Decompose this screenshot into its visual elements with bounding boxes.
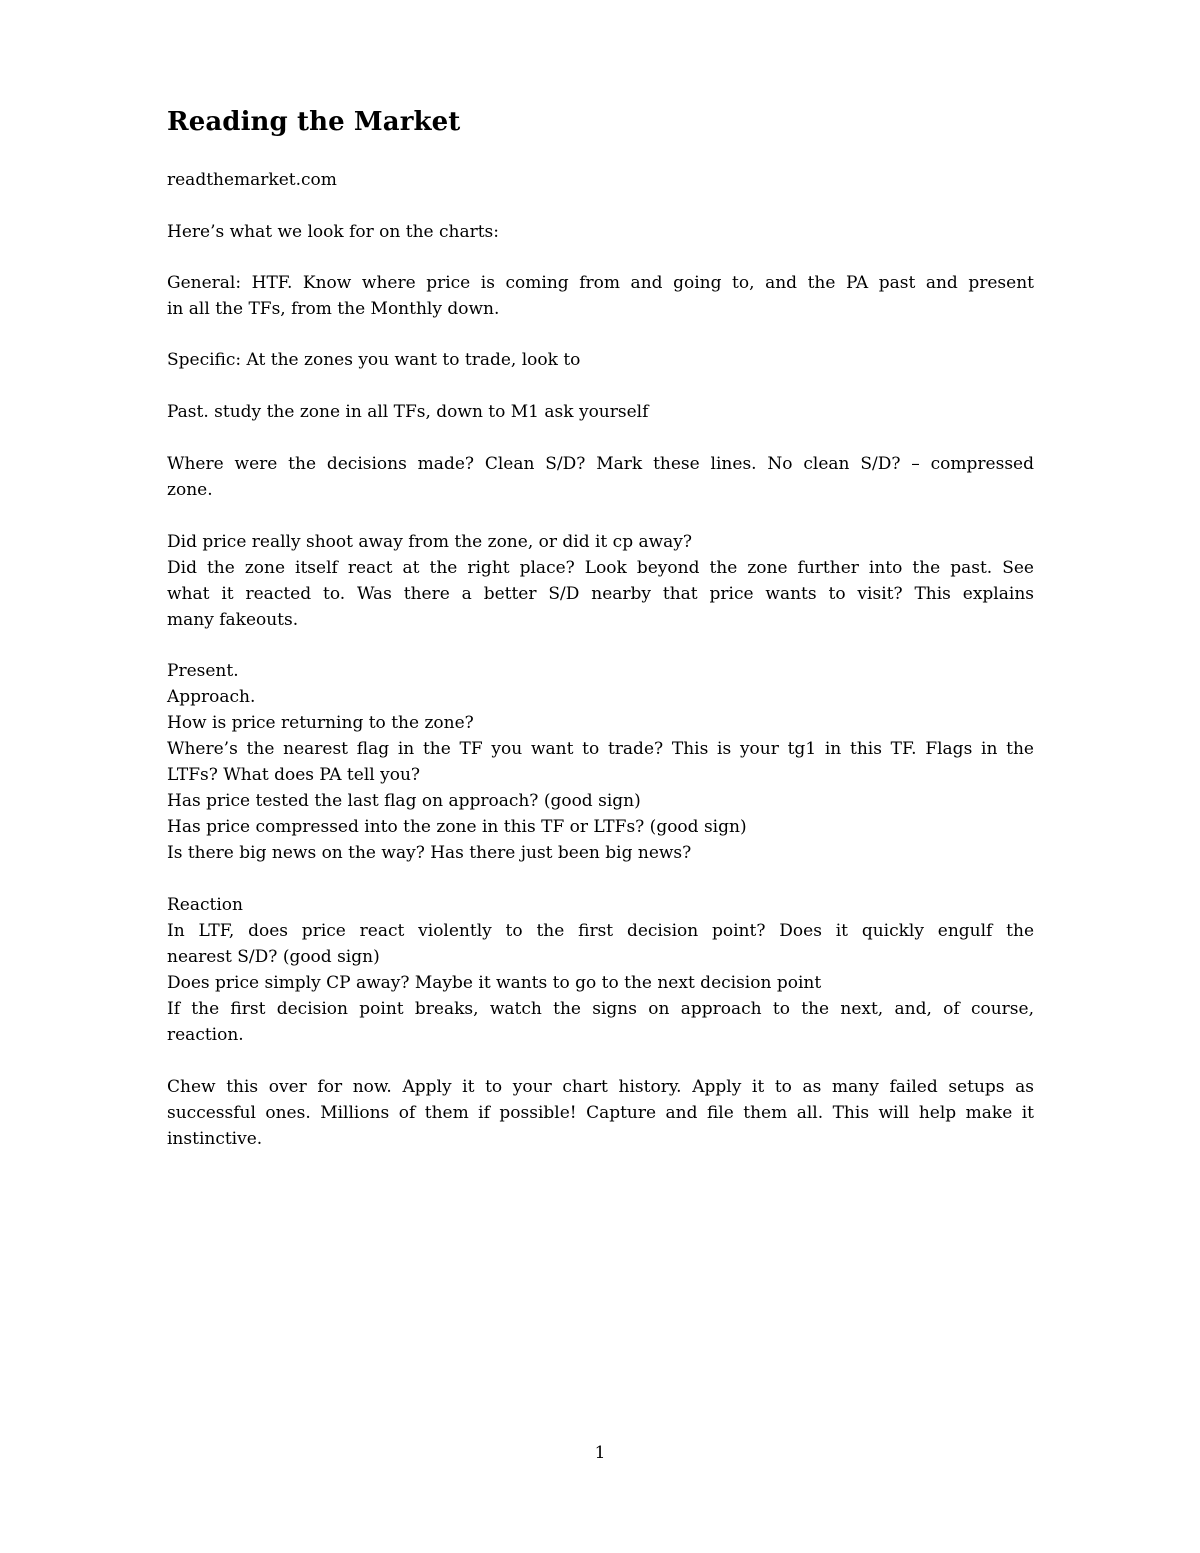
reaction-line-5: reaction. [167, 1025, 244, 1045]
reaction-line-3: Does price simply CP away? Maybe it wants to go to the next decision point [167, 973, 822, 993]
past-paragraph: Past. study the zone in all TFs, down to M1 ask yourself [167, 402, 649, 422]
reaction-check-line-3: what it reacted to. Was there a better S/D nearby that price wants to visit? This explains [167, 584, 1034, 604]
reaction-line-2: nearest S/D? (good sign) [167, 947, 380, 967]
reaction-check-line-1: Did price really shoot away from the zone, or did it cp away? [167, 532, 693, 552]
present-question-4: Has price compressed into the zone in this TF or LTFs? (good sign) [167, 817, 747, 837]
reaction-line-4: If the first decision point breaks, watch the signs on approach to the next, and, of course, [167, 999, 1034, 1019]
specific-paragraph: Specific: At the zones you want to trade, look to [167, 350, 581, 370]
present-question-2-line-1: Where’s the nearest flag in the TF you want to trade? This is your tg1 in this TF. Flags in the [167, 739, 1034, 759]
reaction-line-1: In LTF, does price react violently to the first decision point? Does it quickly engulf the [167, 921, 1034, 941]
general-paragraph-line-1: General: HTF. Know where price is coming from and going to, and the PA past and present [167, 273, 1034, 293]
page-number: 1 [594, 1443, 606, 1463]
reaction-check-line-2: Did the zone itself react at the right place? Look beyond the zone further into the past. See [167, 558, 1034, 578]
document-title: Reading the Market [167, 107, 461, 137]
approach-heading: Approach. [167, 687, 256, 707]
intro-paragraph: Here’s what we look for on the charts: [167, 222, 500, 242]
present-heading: Present. [167, 661, 239, 681]
present-question-5: Is there big news on the way? Has there just been big news? [167, 843, 692, 863]
present-question-2-line-2: LTFs? What does PA tell you? [167, 765, 421, 785]
reaction-check-line-4: many fakeouts. [167, 610, 299, 630]
decisions-paragraph-line-2: zone. [167, 480, 213, 500]
decisions-paragraph-line-1: Where were the decisions made? Clean S/D? Mark these lines. No clean S/D? – compressed [167, 454, 1034, 474]
present-question-3: Has price tested the last flag on approach? (good sign) [167, 791, 641, 811]
closing-line-2: successful ones. Millions of them if possible! Capture and file them all. This will help make it [167, 1103, 1034, 1123]
website-text: readthemarket.com [167, 170, 337, 190]
closing-line-1: Chew this over for now. Apply it to your chart history. Apply it to as many failed setups as [167, 1077, 1034, 1097]
present-question-1: How is price returning to the zone? [167, 713, 474, 733]
general-paragraph-line-2: in all the TFs, from the Monthly down. [167, 299, 500, 319]
reaction-heading: Reaction [167, 895, 243, 915]
closing-line-3: instinctive. [167, 1129, 263, 1149]
